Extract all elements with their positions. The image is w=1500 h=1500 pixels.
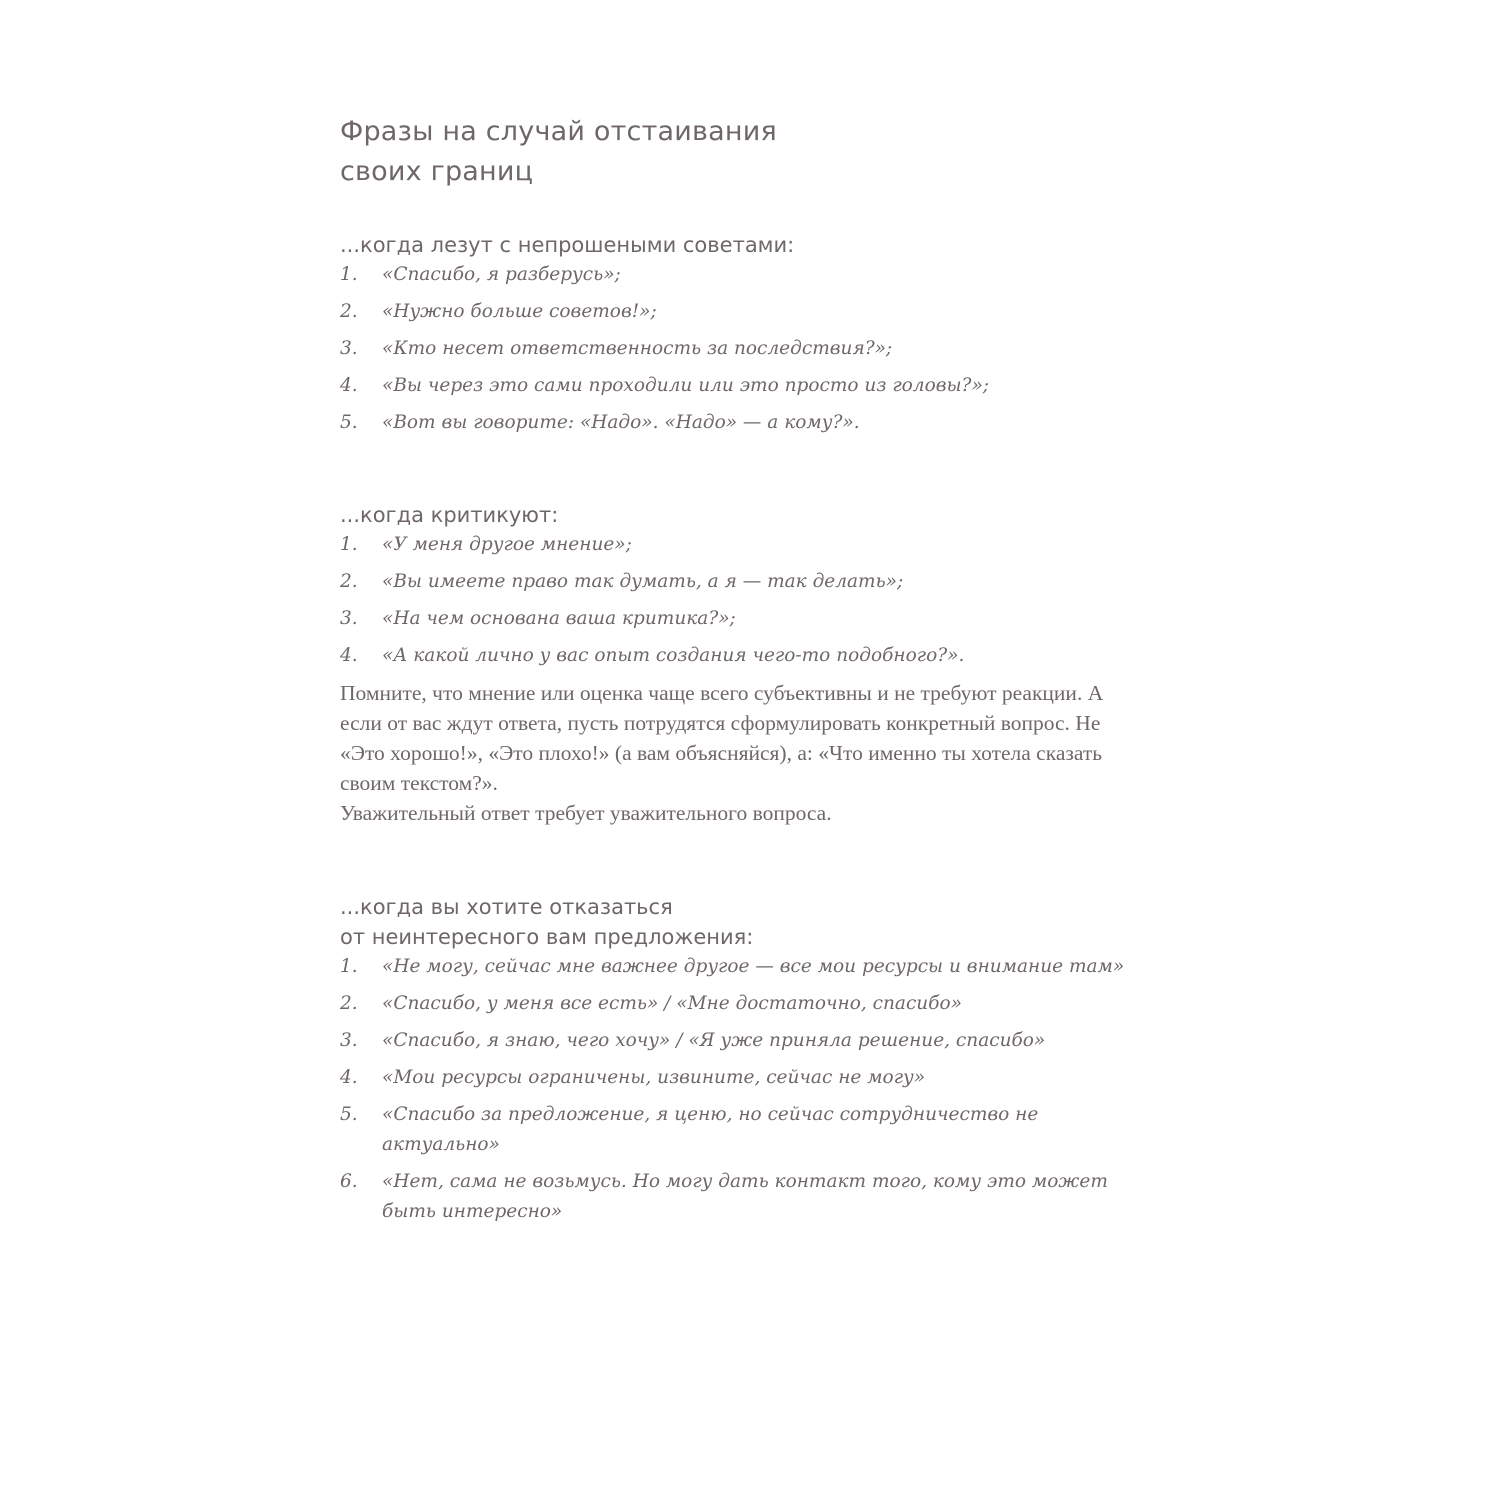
item-text: «Кто несет ответственность за последствия?»; bbox=[382, 338, 893, 359]
page-title: Фразы на случай отстаивания своих границ bbox=[340, 116, 777, 187]
page-content bbox=[340, 112, 1140, 1234]
body-paragraph: Уважительный ответ требует уважительного вопроса. bbox=[340, 801, 832, 825]
list-item bbox=[340, 334, 1140, 364]
item-number: 5. bbox=[340, 412, 358, 433]
section-heading-decline: ...когда вы хотите отказаться от неинтересного вам предложения: bbox=[340, 895, 754, 949]
item-text: «Вы через это сами проходили или это просто из головы?»; bbox=[382, 375, 990, 396]
item-text: «Спасибо, я разберусь»; bbox=[382, 264, 621, 285]
list-item bbox=[340, 408, 1140, 438]
item-text: «Нужно больше советов!»; bbox=[382, 301, 657, 322]
item-number: 1. bbox=[340, 264, 358, 285]
item-number: 3. bbox=[340, 338, 358, 359]
item-text: «На чем основана ваша критика?»; bbox=[382, 608, 736, 629]
list-item bbox=[340, 260, 1140, 290]
body-paragraph: Помните, что мнение или оценка чаще всего субъективны и не требуют реакции. А если от вас ждут ответа, пусть потрудятся сформулировать конкретный вопрос. Не «Это хорошо!», «Это плохо!» (а вам объясняйся), а: «Что именно ты хотела сказать своим текстом?». bbox=[340, 681, 1104, 795]
decline-phrases-list bbox=[340, 952, 1140, 1227]
item-text: «Не могу, сейчас мне важнее другое — все мои ресурсы и внимание там» bbox=[382, 956, 1125, 977]
list-item bbox=[340, 1063, 1140, 1093]
list-item bbox=[340, 1100, 1140, 1160]
item-number: 4. bbox=[340, 645, 358, 666]
advice-phrases-list bbox=[340, 260, 1140, 438]
item-number: 1. bbox=[340, 956, 358, 977]
criticism-phrases-list bbox=[340, 530, 1140, 671]
list-item bbox=[340, 297, 1140, 327]
item-text: «У меня другое мнение»; bbox=[382, 534, 632, 555]
item-text: «Вы имеете право так думать, а я — так делать»; bbox=[382, 571, 904, 592]
item-text: «А какой лично у вас опыт создания чего-то подобного?». bbox=[382, 645, 965, 666]
list-item bbox=[340, 1026, 1140, 1056]
item-text: «Вот вы говорите: «Надо». «Надо» — а кому?». bbox=[382, 412, 860, 433]
section-heading-criticism: ...когда критикуют: bbox=[340, 503, 559, 527]
list-item bbox=[340, 1167, 1140, 1227]
list-item bbox=[340, 567, 1140, 597]
item-number: 4. bbox=[340, 1067, 358, 1088]
list-item bbox=[340, 641, 1140, 671]
item-text: «Мои ресурсы ограничены, извините, сейчас не могу» bbox=[382, 1067, 926, 1088]
item-number: 4. bbox=[340, 375, 358, 396]
item-number: 2. bbox=[340, 993, 358, 1014]
item-number: 2. bbox=[340, 571, 358, 592]
item-text: «Спасибо, я знаю, чего хочу» / «Я уже приняла решение, спасибо» bbox=[382, 1030, 1046, 1051]
list-item bbox=[340, 371, 1140, 401]
item-number: 5. bbox=[340, 1104, 358, 1125]
item-text: «Спасибо за предложение, я ценю, но сейчас сотрудничество не актуально» bbox=[382, 1104, 1039, 1155]
list-item bbox=[340, 989, 1140, 1019]
list-item bbox=[340, 530, 1140, 560]
item-number: 2. bbox=[340, 301, 358, 322]
item-text: «Нет, сама не возьмусь. Но могу дать контакт того, кому это может быть интересно» bbox=[382, 1171, 1108, 1222]
list-item bbox=[340, 604, 1140, 634]
item-text: «Спасибо, у меня все есть» / «Мне достаточно, спасибо» bbox=[382, 993, 962, 1014]
item-number: 3. bbox=[340, 608, 358, 629]
list-item bbox=[340, 952, 1140, 982]
item-number: 6. bbox=[340, 1171, 358, 1192]
item-number: 3. bbox=[340, 1030, 358, 1051]
item-number: 1. bbox=[340, 534, 358, 555]
section-heading-advice: ...когда лезут с непрошеными советами: bbox=[340, 233, 795, 257]
